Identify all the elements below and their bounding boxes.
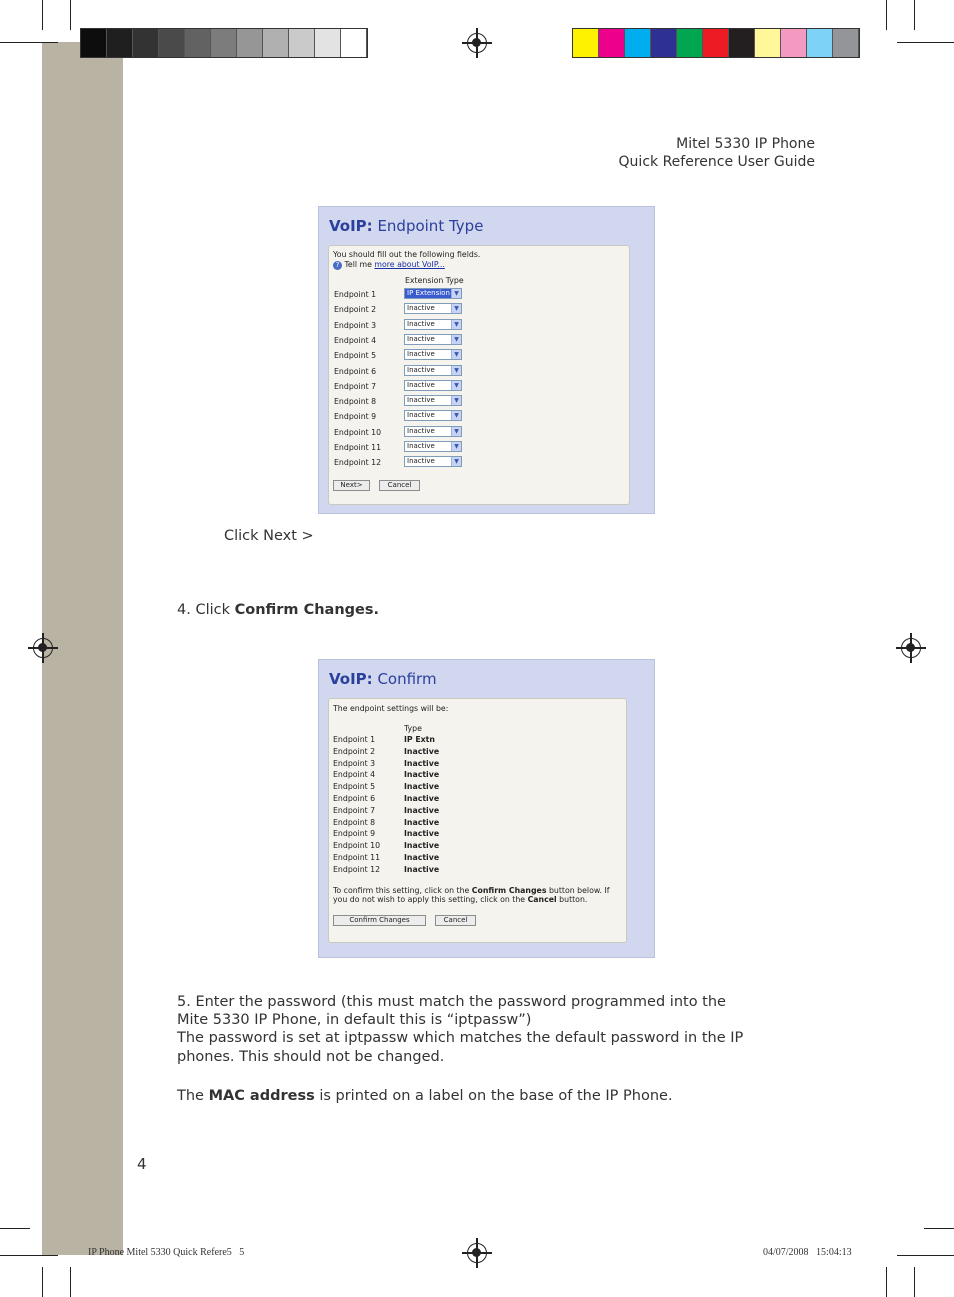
endpoint-row: [329, 288, 629, 300]
crop-mark: [42, 0, 43, 30]
endpoint-label: Endpoint 3: [334, 320, 377, 330]
mac-bold: MAC address: [208, 1088, 315, 1104]
process-color-bar: [572, 28, 860, 58]
color-swatch: [159, 29, 185, 57]
endpoint-label: Endpoint 2: [334, 305, 377, 315]
crop-mark: [42, 1267, 43, 1297]
endpoint-type-screen: [318, 206, 655, 514]
cancel-button[interactable]: Cancel: [435, 915, 476, 926]
color-swatch: [341, 29, 367, 57]
note-bold: Cancel: [527, 895, 557, 904]
endpoint-label: Endpoint 1: [334, 290, 377, 299]
extension-type-select[interactable]: [404, 319, 462, 330]
mac-address-note: [177, 1087, 673, 1105]
note-text: button below. If: [546, 886, 610, 895]
endpoint-row: [329, 365, 629, 377]
endpoint-label: Endpoint 11: [334, 443, 382, 452]
chevron-down-icon: ▼: [451, 366, 461, 375]
select-value: Inactive: [407, 411, 435, 420]
chevron-down-icon: ▼: [451, 335, 461, 344]
endpoint-label: Endpoint 11: [333, 853, 381, 862]
note-text: you do not wish to apply this setting, click on the: [333, 895, 528, 904]
select-value: IP Extension: [407, 289, 450, 297]
header-guide-title: Quick Reference User Guide: [618, 154, 815, 170]
footer-date-slug: 04/07/2008 15:04:13: [763, 1247, 852, 1258]
color-swatch: [263, 29, 289, 57]
select-value: Inactive: [407, 304, 435, 313]
endpoint-label: Endpoint 9: [333, 829, 376, 839]
endpoint-label: Endpoint 4: [333, 770, 376, 780]
panel-title-rest: Confirm: [372, 670, 437, 688]
more-about-voip-link[interactable]: more about VoIP...: [374, 260, 445, 269]
select-value: Inactive: [407, 457, 435, 466]
help-line: [333, 260, 445, 270]
crop-mark: [886, 1267, 887, 1297]
confirm-changes-button[interactable]: Confirm Changes: [333, 915, 426, 926]
confirm-note-line-2: [333, 895, 587, 904]
page-number: 4: [137, 1155, 147, 1173]
confirm-row: [333, 829, 533, 840]
color-swatch: [185, 29, 211, 57]
extension-type-select[interactable]: [404, 349, 462, 360]
chevron-down-icon: ▼: [451, 396, 461, 405]
extension-type-select[interactable]: [404, 456, 462, 467]
step-5-line-2: Mite 5330 IP Phone, in default this is “iptpassw”): [177, 1012, 532, 1028]
note-text: button.: [556, 895, 588, 904]
confirm-intro: The endpoint settings will be:: [333, 704, 449, 713]
next-button[interactable]: Next>: [333, 480, 370, 491]
endpoint-label: Endpoint 2: [333, 746, 376, 756]
chevron-down-icon: ▼: [451, 427, 461, 436]
endpoint-row: [329, 334, 629, 346]
gray-color-bar: [80, 28, 368, 58]
note-bold: Confirm Changes: [471, 886, 547, 895]
crop-mark: [924, 1228, 954, 1229]
endpoint-label: Endpoint 12: [333, 864, 381, 874]
crop-mark: [914, 1267, 915, 1297]
confirm-row: [333, 794, 533, 805]
confirm-row: [333, 747, 533, 758]
endpoint-type-value: Inactive: [404, 841, 440, 851]
select-value: Inactive: [407, 319, 435, 328]
endpoint-type-value: Inactive: [404, 782, 440, 792]
chevron-down-icon: ▼: [451, 289, 461, 298]
extension-type-select[interactable]: [404, 441, 462, 452]
crop-mark: [0, 42, 58, 43]
color-swatch: [781, 29, 807, 57]
registration-mark-icon: [33, 638, 53, 658]
color-swatch: [625, 29, 651, 57]
color-swatch: [599, 29, 625, 57]
registration-mark-icon: [901, 638, 921, 658]
registration-mark-icon: [467, 1243, 487, 1263]
endpoint-label: Endpoint 8: [334, 397, 377, 407]
mac-suffix: is printed on a label on the base of the IP Phone.: [314, 1088, 673, 1104]
chevron-down-icon: ▼: [451, 320, 461, 329]
endpoint-label: Endpoint 5: [333, 782, 376, 792]
color-swatch: [107, 29, 133, 57]
endpoint-type-value: Inactive: [404, 864, 440, 874]
column-header-type: Type: [404, 724, 422, 733]
color-swatch: [81, 29, 107, 57]
endpoint-label: Endpoint 7: [333, 805, 376, 815]
extension-type-select[interactable]: [404, 426, 462, 437]
select-value: Inactive: [407, 442, 435, 450]
footer-file-slug: IP Phone Mitel 5330 Quick Refere5 5: [88, 1247, 245, 1258]
chevron-down-icon: ▼: [451, 304, 461, 313]
confirm-summary: [328, 698, 627, 943]
color-swatch: [729, 29, 755, 57]
select-value: Inactive: [407, 426, 435, 435]
chevron-down-icon: ▼: [451, 350, 461, 359]
endpoint-row: [329, 395, 629, 407]
endpoint-label: Endpoint 7: [334, 381, 377, 391]
column-header-extension-type: Extension Type: [405, 276, 464, 285]
color-swatch: [211, 29, 237, 57]
endpoint-type-value: Inactive: [404, 853, 440, 862]
endpoint-form: [328, 245, 630, 505]
crop-mark: [0, 1255, 58, 1256]
mac-prefix: The: [177, 1088, 209, 1104]
crop-mark: [897, 1255, 954, 1256]
extension-type-select[interactable]: [404, 334, 462, 345]
color-swatch: [315, 29, 341, 57]
endpoint-row: [329, 441, 629, 453]
confirm-row: [333, 759, 533, 770]
select-value: Inactive: [407, 365, 435, 374]
crop-mark: [897, 42, 954, 43]
color-swatch: [133, 29, 159, 57]
endpoint-label: Endpoint 5: [334, 351, 377, 361]
confirm-row: [333, 782, 533, 793]
endpoint-label: Endpoint 10: [334, 427, 382, 437]
endpoint-type-value: Inactive: [404, 746, 440, 756]
crop-mark: [914, 0, 915, 30]
select-value: Inactive: [407, 396, 435, 405]
confirm-row: [333, 818, 533, 829]
endpoint-row: [329, 410, 629, 422]
endpoint-row: [329, 349, 629, 361]
endpoint-row: [329, 319, 629, 331]
color-swatch: [237, 29, 263, 57]
color-swatch: [573, 29, 599, 57]
confirm-row: [333, 841, 533, 852]
form-intro: You should fill out the following fields.: [333, 250, 481, 259]
confirm-row: [333, 735, 533, 746]
endpoint-row: [329, 426, 629, 438]
step-4-prefix: 4. Click: [177, 602, 235, 618]
color-swatch: [289, 29, 315, 57]
panel-title-rest: Endpoint Type: [372, 217, 484, 235]
crop-mark: [70, 1267, 71, 1297]
color-swatch: [677, 29, 703, 57]
confirm-row: [333, 770, 533, 781]
crop-mark: [0, 1228, 30, 1229]
select-value: Inactive: [407, 380, 435, 389]
endpoint-type-value: Inactive: [404, 758, 440, 768]
extension-type-select[interactable]: [404, 410, 462, 421]
color-swatch: [651, 29, 677, 57]
endpoint-type-value: Inactive: [404, 829, 440, 839]
panel-title: [329, 670, 437, 688]
click-next-caption: Click Next >: [224, 528, 314, 544]
confirm-row: [333, 806, 533, 817]
color-swatch: [755, 29, 781, 57]
endpoint-type-value: IP Extn: [404, 735, 435, 744]
endpoint-label: Endpoint 1: [333, 735, 376, 744]
extension-type-select[interactable]: [404, 365, 462, 376]
endpoint-label: Endpoint 6: [334, 366, 377, 376]
color-swatch: [703, 29, 729, 57]
panel-title-bold: VoIP:: [329, 217, 373, 235]
endpoint-label: Endpoint 10: [333, 841, 381, 851]
endpoint-label: Endpoint 6: [333, 794, 376, 803]
crop-mark: [70, 0, 71, 30]
color-swatch: [833, 29, 859, 57]
help-icon: ?: [333, 261, 342, 270]
endpoint-type-value: Inactive: [404, 794, 440, 803]
endpoint-label: Endpoint 3: [333, 758, 376, 768]
chevron-down-icon: ▼: [451, 457, 461, 466]
cancel-button[interactable]: Cancel: [379, 480, 420, 491]
step-5-line-3: The password is set at iptpassw which matches the default password in the IP: [177, 1030, 744, 1046]
endpoint-type-value: Inactive: [404, 805, 440, 815]
header-product: Mitel 5330 IP Phone: [676, 136, 815, 152]
chevron-down-icon: ▼: [451, 411, 461, 420]
step-5-line-4: phones. This should not be changed.: [177, 1049, 445, 1065]
help-prefix: Tell me: [344, 260, 375, 269]
step-4-text: [177, 601, 379, 619]
endpoint-row: [329, 380, 629, 392]
select-value: Inactive: [407, 350, 435, 359]
extension-type-select[interactable]: [404, 303, 462, 314]
chevron-down-icon: ▼: [451, 442, 461, 451]
endpoint-label: Endpoint 9: [334, 412, 377, 422]
extension-type-select[interactable]: [404, 380, 462, 391]
extension-type-select[interactable]: [404, 288, 462, 299]
select-value: Inactive: [407, 334, 435, 343]
endpoint-label: Endpoint 12: [334, 458, 382, 468]
endpoint-label: Endpoint 4: [334, 335, 377, 345]
panel-title: [329, 217, 483, 235]
endpoint-label: Endpoint 8: [333, 817, 376, 827]
endpoint-type-value: Inactive: [404, 770, 440, 780]
step-5-line-1: 5. Enter the password (this must match the password programmed into the: [177, 994, 726, 1010]
color-swatch: [807, 29, 833, 57]
confirm-screen: [318, 659, 655, 958]
endpoint-type-value: Inactive: [404, 817, 440, 827]
endpoint-row: [329, 303, 629, 315]
chevron-down-icon: ▼: [451, 381, 461, 390]
panel-title-bold: VoIP:: [329, 670, 373, 688]
confirm-row: [333, 853, 533, 864]
endpoint-row: [329, 456, 629, 468]
step-4-bold: Confirm Changes.: [234, 602, 380, 618]
confirm-row: [333, 865, 533, 876]
note-text: To confirm this setting, click on the: [333, 886, 472, 895]
crop-mark: [886, 0, 887, 30]
registration-mark-icon: [467, 33, 487, 53]
extension-type-select[interactable]: [404, 395, 462, 406]
confirm-note-line-1: [333, 886, 610, 895]
